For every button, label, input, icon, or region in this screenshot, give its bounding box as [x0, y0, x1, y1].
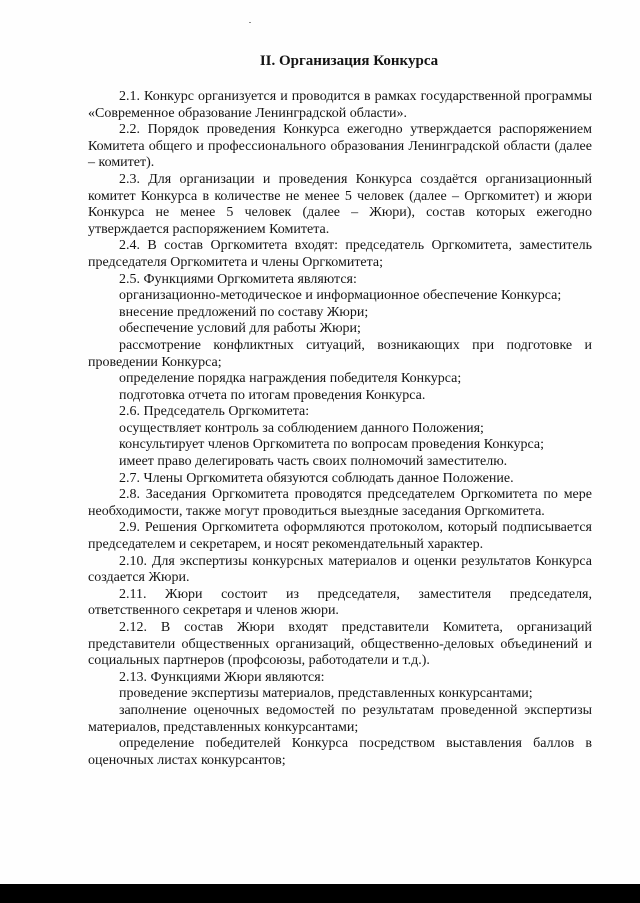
paragraph-2-5: 2.5. Функциями Оргкомитета являются: [119, 271, 357, 287]
list-item: определение порядка награждения победителя Конкурса; [119, 371, 462, 387]
document-body [88, 89, 592, 769]
list-item: рассмотрение конфликтных ситуаций, возникающих при подготовке и проведении Конкурса; [88, 337, 592, 370]
list-item: организационно-методическое и информационное обеспечение Конкурса; [119, 288, 562, 304]
paragraph-2-9: 2.9. Решения Оргкомитета оформляются протоколом, который подписывается председателем и секретарем, и носят рекомендательный характер. [88, 520, 592, 553]
paragraph-2-7: 2.7. Члены Оргкомитета обязуются соблюдать данное Положение. [119, 470, 514, 486]
list-item: внесение предложений по составу Жюри; [119, 304, 369, 320]
paragraph-2-12: 2.12. В состав Жюри входят представители Комитета, организаций представители общественных организаций, общественно-деловых объединений и социальных партнеров (профсоюзы, работодатели и т.д.). [88, 620, 592, 669]
list-item: консультирует членов Оргкомитета по вопросам проведения Конкурса; [119, 437, 544, 453]
scan-bottom-edge [0, 884, 640, 903]
list-item: обеспечение условий для работы Жюри; [119, 321, 361, 337]
list-item: имеет право делегировать часть своих полномочий заместителю. [119, 454, 508, 470]
list-item: осуществляет контроль за соблюдением данного Положения; [119, 420, 484, 436]
section-heading: II. Организация Конкурса [259, 53, 439, 69]
paragraph-2-13: 2.13. Функциями Жюри являются: [119, 669, 325, 685]
paragraph-2-2: 2.2. Порядок проведения Конкурса ежегодно утверждается распоряжением Комитета общего и профессионального образования Ленинградской области (далее – комитет). [88, 122, 592, 171]
paragraph-2-4: 2.4. В состав Оргкомитета входят: председатель Оргкомитета, заместитель председателя Оргкомитета и члены Оргкомитета; [88, 238, 592, 270]
paragraph-2-3: 2.3. Для организации и проведения Конкурса создаётся организационный комитет Конкурса в количестве не менее 5 человек (далее – Оргкомитет) и жюри Конкурса не менее 5 человек (далее – Жюри), состав которых ежегодно утверждается распоряжением Комитета. [88, 171, 592, 237]
list-item: проведение экспертизы материалов, представленных конкурсантами; [119, 686, 533, 702]
scan-speck [249, 22, 251, 23]
paragraph-2-1: 2.1. Конкурс организуется и проводится в рамках государственной программы «Современное образование Ленинградской области». [88, 89, 592, 121]
list-item: заполнение оценочных ведомостей по результатам проведенной экспертизы материалов, представленных конкурсантами; [88, 702, 592, 735]
list-item: подготовка отчета по итогам проведения Конкурса. [119, 387, 426, 403]
paragraph-2-11: 2.11. Жюри состоит из председателя, заместителя председателя, ответственного секретаря и членов жюри. [88, 586, 592, 619]
paragraph-2-10: 2.10. Для экспертизы конкурсных материалов и оценки результатов Конкурса создается Жюри. [88, 553, 592, 586]
paragraph-2-8: 2.8. Заседания Оргкомитета проводятся председателем Оргкомитета по мере необходимости, также могут проводиться выездные заседания Оргкомитета. [88, 487, 592, 519]
paragraph-2-6: 2.6. Председатель Оргкомитета: [119, 404, 310, 420]
list-item: определение победителей Конкурса посредством выставления баллов в оценочных листах конкурсантов; [88, 736, 592, 768]
